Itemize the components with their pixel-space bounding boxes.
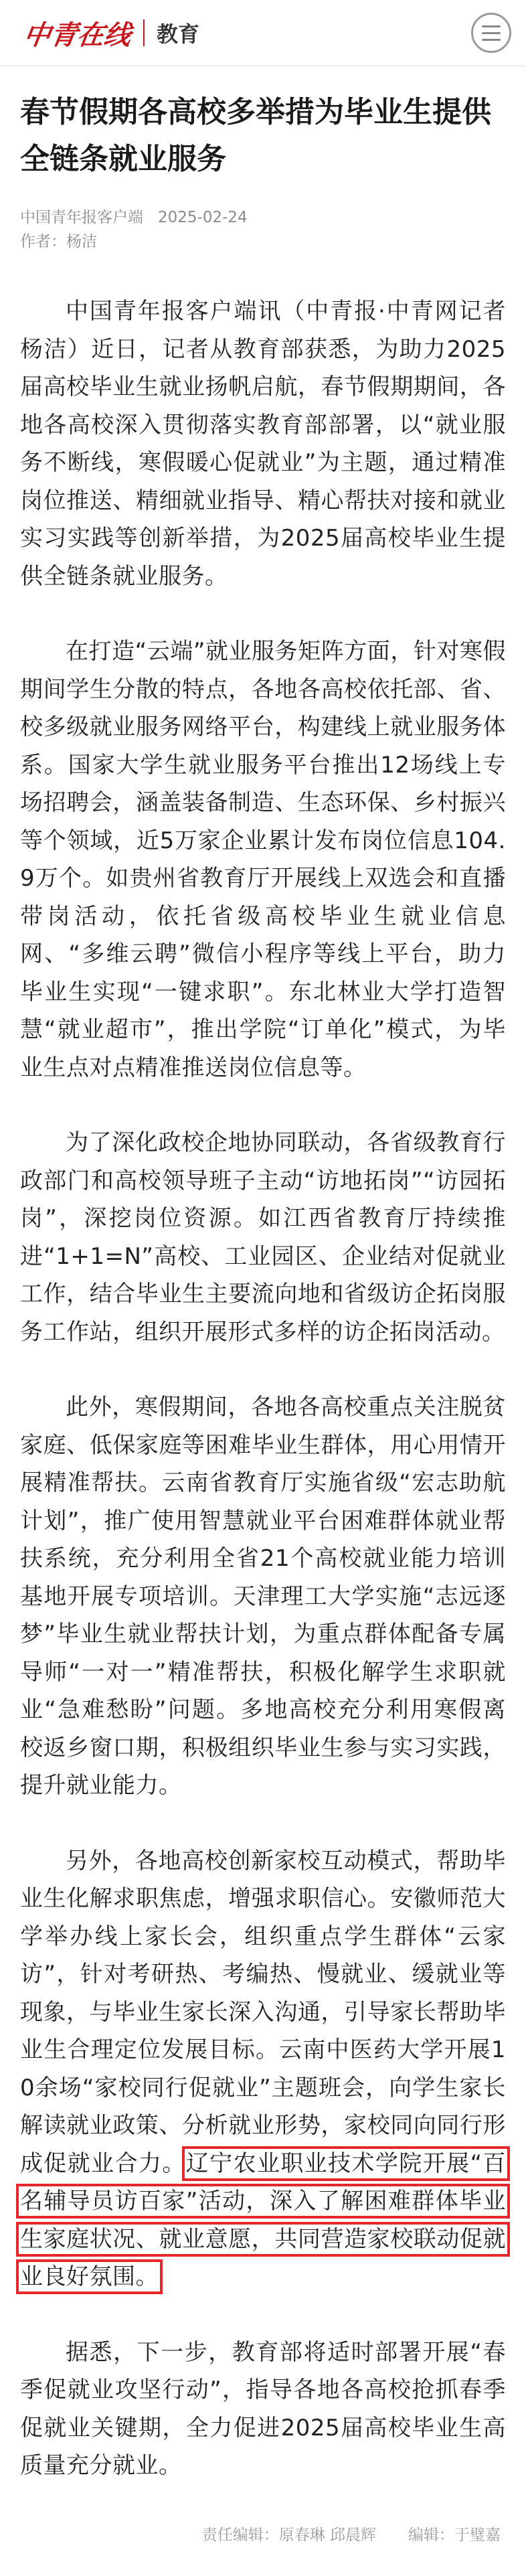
top-nav-bar	[0, 0, 526, 66]
brand-logo[interactable]: 中青在线	[21, 19, 133, 51]
article-author: 作者：杨洁	[20, 233, 97, 250]
article-date: 2025-02-24	[158, 209, 248, 226]
section-title[interactable]: 教育	[157, 21, 200, 47]
highlighted-text: 辽宁农业职业技术学院开展“百名辅导员访百家”活动，深入了解困难群体毕业生家庭状况、就业意愿，共同营造家校联动促就业良好氛围。	[20, 2150, 506, 2290]
menu-line	[482, 25, 501, 27]
paragraph-1: 中国青年报客户端讯（中青报·中青网记者 杨洁）近日，记者从教育部获悉，为助力2025届高校毕业生就业扬帆启航，春节假期期间，各地各高校深入贯彻落实教育部部署，以“就业服务不断线，寒假暖心促就业”为主题，通过精准岗位推送、精细就业指导、精心帮扶对接和就业实习实践等创新举措，为2025届高校毕业生提供全链条就业服务。	[20, 298, 506, 590]
article	[0, 89, 526, 2545]
paragraph-4: 此外，寒假期间，各地各高校重点关注脱贫家庭、低保家庭等困难毕业生群体，用心用情开展精准帮扶。云南省教育厅实施省级“宏志助航计划”，推广使用智慧就业平台困难群体就业帮扶系统，充分利用全省21个高校就业能力培训基地开展专项培训。天津理工大学实施“志远逐梦”毕业生就业帮扶计划，为重点群体配备专属导师“一对一”精准帮扶，积极化解学生求职就业“急难愁盼”问题。多地高校充分利用寒假离校返乡窗口期，积极组织毕业生参与实习实践，提升就业能力。	[20, 1394, 506, 1799]
article-title: 春节假期各高校多举措为毕业生提供全链条就业服务	[20, 95, 491, 176]
paragraph-5-text: 另外，各地高校创新家校互动模式，帮助毕业生化解求职焦虑，增强求职信心。安徽师范大学举办线上家长会，组织重点学生群体“云家访”，针对考研热、考编热、慢就业、缓就业等现象，与毕业生家长深入沟通，引导家长帮助毕业生合理定位发展目标。云南中医药大学开展10余场“家校同行促就业”主题班会，向学生家长解读就业政策、分析就业形势，家校同向同行形成促就业合力。	[20, 1847, 506, 2177]
hamburger-menu-icon[interactable]	[471, 13, 511, 53]
article-meta	[20, 206, 506, 254]
paragraph-6: 据悉，下一步，教育部将适时部署开展“春季促就业攻坚行动”，指导各地各高校抢抓春季促就业关键期，全力促进2025届高校毕业生高质量充分就业。	[20, 2338, 506, 2479]
paragraph-2: 在打造“云端”就业服务矩阵方面，针对寒假期间学生分散的特点，各地各高校依托部、省、校多级就业服务网络平台，构建线上就业服务体系。国家大学生就业服务平台推出12场线上专场招聘会，涵盖装备制造、生态环保、乡村振兴等个领域，近5万家企业累计发布岗位信息104.9万个。如贵州省教育厅开展线上双选会和直播带岗活动，依托省级高校毕业生就业信息网、“多维云聘”微信小程序等线上平台，助力毕业生实现“一键求职”。东北林业大学打造智慧“就业超市”，推出学院“订单化”模式，为毕业生点对点精准推送岗位信息等。	[20, 638, 506, 1081]
article-body	[20, 293, 506, 2485]
responsible-editor: 责任编辑：原春琳 邱晨辉	[201, 2526, 376, 2544]
menu-line	[482, 32, 501, 34]
paragraph-5	[20, 1842, 506, 2296]
paragraph-3: 为了深化政校企地协同联动，各省级教育行政部门和高校领导班子主动“访地拓岗”“访园拓岗”，深挖岗位资源。如江西省教育厅持续推进“1+1=N”高校、工业园区、企业结对促就业工作，结合毕业生主要流向地和省级访企拓岗服务工作站，组织开展形式多样的访企拓岗活动。	[20, 1129, 506, 1346]
editor: 编辑：于璧嘉	[408, 2526, 501, 2544]
brand-divider	[143, 19, 145, 46]
menu-line	[482, 39, 501, 41]
article-source: 中国青年报客户端	[20, 209, 143, 226]
article-footer	[20, 2522, 506, 2545]
